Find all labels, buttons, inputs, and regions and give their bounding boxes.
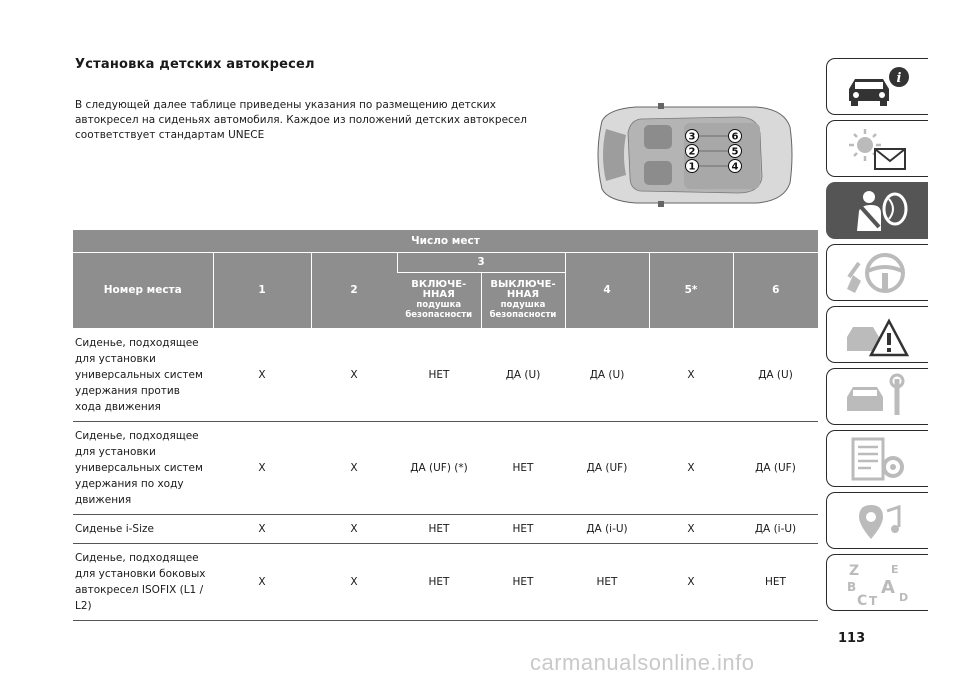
intro-paragraph: В следующей далее таблице приведены указания по размещению детских автокресел на сиденьях автомобиля. Каждое из положений детских автокресел соответствует стандартам UNECE bbox=[75, 99, 527, 141]
table-row bbox=[73, 543, 818, 620]
seatbelt-airbag-icon bbox=[841, 187, 915, 235]
svg-text:i: i bbox=[896, 70, 901, 86]
page-title: Установка детских автокресел bbox=[75, 57, 315, 72]
tab-multimedia[interactable] bbox=[826, 492, 928, 549]
col-header-2: 2 bbox=[311, 252, 397, 328]
seat-label-5: 5 bbox=[731, 146, 739, 158]
table-cell: НЕТ bbox=[397, 543, 481, 620]
car-info-icon bbox=[841, 63, 915, 111]
table-cell: ДА (U) bbox=[481, 328, 565, 421]
table-cell: ДА (i-U) bbox=[733, 514, 818, 543]
place-number-header: Номер места bbox=[73, 252, 213, 328]
table-cell: НЕТ bbox=[397, 328, 481, 421]
table-cell: НЕТ bbox=[733, 543, 818, 620]
table-cell: НЕТ bbox=[397, 514, 481, 543]
seat-label-3: 3 bbox=[688, 131, 696, 143]
tab-technical-data[interactable] bbox=[826, 430, 928, 487]
svg-text:T: T bbox=[868, 593, 877, 607]
table-cell: X bbox=[311, 421, 397, 514]
tab-safety[interactable] bbox=[826, 182, 928, 239]
col-header-5: 5* bbox=[649, 252, 733, 328]
svg-text:B: B bbox=[846, 579, 856, 594]
seat-label-4: 4 bbox=[731, 161, 739, 173]
tab-maintenance[interactable] bbox=[826, 368, 928, 425]
table-cell: ДА (i-U) bbox=[565, 514, 649, 543]
car-seat-diagram bbox=[588, 103, 796, 207]
tech-data-icon bbox=[841, 435, 915, 483]
col-header-1: 1 bbox=[213, 252, 311, 328]
tab-index[interactable] bbox=[826, 554, 928, 611]
table-row bbox=[73, 328, 818, 421]
tab-warning-lights[interactable] bbox=[826, 120, 928, 177]
index-icon bbox=[841, 559, 915, 607]
airbag-on-label: ВКЛЮЧЕ-ННАЯ bbox=[411, 279, 467, 300]
chapter-sidebar bbox=[826, 58, 928, 616]
table-cell: X bbox=[649, 328, 733, 421]
svg-text:D: D bbox=[898, 590, 908, 604]
page-number: 113 bbox=[838, 631, 866, 646]
table-row bbox=[73, 514, 818, 543]
svg-text:A: A bbox=[880, 576, 895, 598]
table-cell: ДА (U) bbox=[733, 328, 818, 421]
table-cell: X bbox=[649, 543, 733, 620]
col-header-3-airbag-off bbox=[481, 272, 565, 328]
seat-label-2: 2 bbox=[688, 146, 696, 158]
table-cell: НЕТ bbox=[481, 514, 565, 543]
table-cell: X bbox=[311, 543, 397, 620]
tab-emergency[interactable] bbox=[826, 306, 928, 363]
table-cell: НЕТ bbox=[481, 543, 565, 620]
table-cell: НЕТ bbox=[565, 543, 649, 620]
seat-count-header: Число мест bbox=[73, 230, 818, 252]
airbag-on-note: подушка безопасности bbox=[405, 300, 473, 320]
svg-text:Z: Z bbox=[848, 562, 859, 579]
table-cell: X bbox=[213, 514, 311, 543]
col-header-6: 6 bbox=[733, 252, 818, 328]
tab-car-info[interactable] bbox=[826, 58, 928, 115]
tab-starting-driving[interactable] bbox=[826, 244, 928, 301]
svg-text:C: C bbox=[856, 592, 867, 607]
row-label: Сиденье, подходящее для установки боковых автокресел ISOFIX (L1 / L2) bbox=[73, 543, 213, 620]
table-cell: ДА (UF) bbox=[733, 421, 818, 514]
table-cell: ДА (U) bbox=[565, 328, 649, 421]
table-cell: X bbox=[213, 543, 311, 620]
table-cell: НЕТ bbox=[481, 421, 565, 514]
table-cell: X bbox=[311, 514, 397, 543]
col-header-4: 4 bbox=[565, 252, 649, 328]
table-cell: X bbox=[649, 421, 733, 514]
table-cell: ДА (UF) (*) bbox=[397, 421, 481, 514]
airbag-off-label: ВЫКЛЮЧЕ-ННАЯ bbox=[490, 279, 556, 300]
car-emergency-icon bbox=[841, 311, 915, 359]
seat-position-table bbox=[73, 230, 818, 621]
car-service-icon bbox=[841, 373, 915, 421]
row-label: Сиденье, подходящее для установки универсальных систем удержания против хода движения bbox=[73, 328, 213, 421]
svg-text:E: E bbox=[890, 562, 899, 576]
row-label: Сиденье i-Size bbox=[73, 514, 213, 543]
table-cell: X bbox=[213, 421, 311, 514]
table-cell: X bbox=[213, 328, 311, 421]
row-label: Сиденье, подходящее для установки универсальных систем удержания по ходу движения bbox=[73, 421, 213, 514]
table-row bbox=[73, 421, 818, 514]
seat-label-6: 6 bbox=[731, 131, 739, 143]
airbag-off-note: подушка безопасности bbox=[489, 300, 557, 320]
col-header-3-airbag-on bbox=[397, 272, 481, 328]
warning-lights-icon bbox=[841, 125, 915, 173]
seat-label-1: 1 bbox=[688, 161, 696, 173]
steering-wheel-icon bbox=[841, 249, 915, 297]
table-cell: ДА (UF) bbox=[565, 421, 649, 514]
multimedia-icon bbox=[841, 497, 915, 545]
table-cell: X bbox=[311, 328, 397, 421]
col-header-3: 3 bbox=[397, 252, 565, 272]
table-cell: X bbox=[649, 514, 733, 543]
watermark: carmanualsonline.info bbox=[530, 650, 755, 675]
